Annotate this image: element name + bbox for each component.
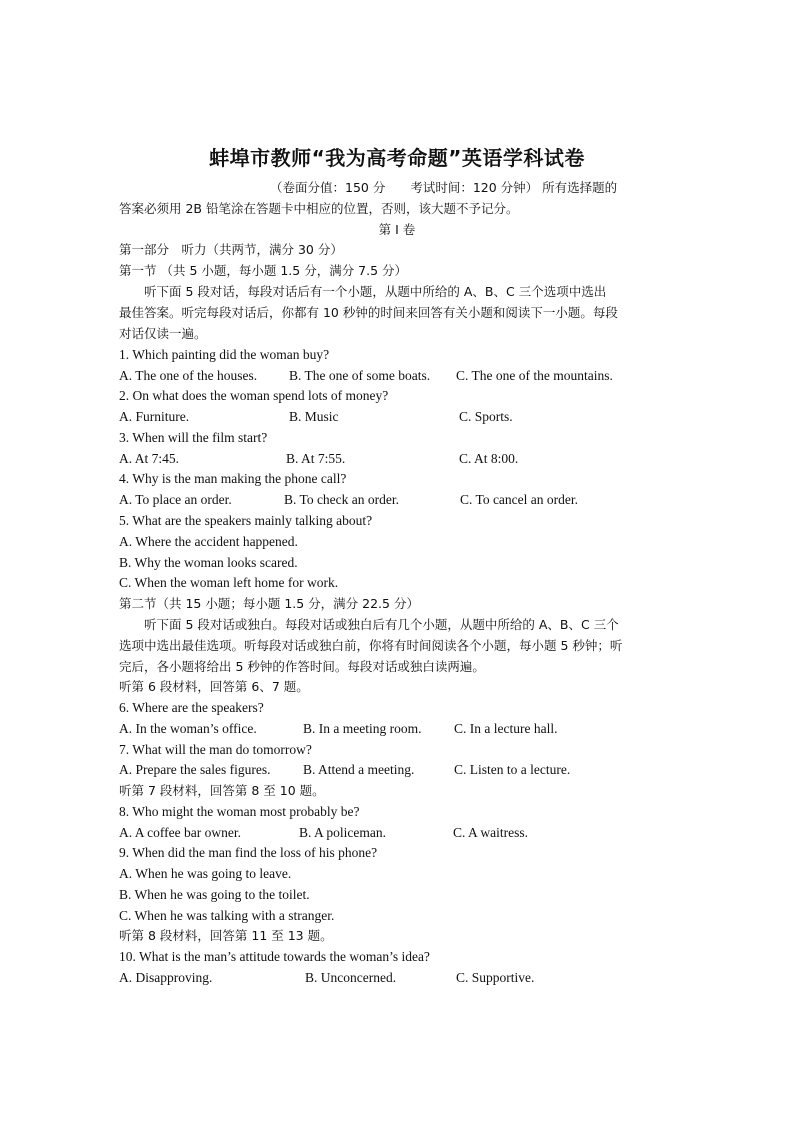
option-c: C. In a lecture hall.: [454, 721, 558, 736]
option-c: C. Supportive.: [456, 970, 535, 985]
option-c: C. To cancel an order.: [460, 492, 579, 507]
material-instruction: 听第 7 段材料，回答第 8 至 10 题。: [119, 783, 325, 798]
option-a: A. The one of the houses.: [119, 368, 258, 383]
question-options: [119, 366, 684, 386]
part1-heading: 第一部分 听力（共两节，满分 30 分）: [119, 242, 343, 257]
question-options: [119, 490, 684, 510]
question-stem: 1. Which painting did the woman buy?: [119, 347, 330, 362]
option-c: C. At 8:00.: [459, 451, 519, 466]
question-options: [119, 760, 684, 780]
question-stem: 9. When did the man find the loss of his phone?: [119, 845, 378, 860]
option-c: C. Sports.: [459, 409, 513, 424]
section2-instruction-line: 完后，各小题将给出 5 秒钟的作答时间。每段对话或独白读两遍。: [119, 659, 485, 674]
option-b: B. When he was going to the toilet.: [119, 887, 310, 902]
option-a: A. When he was going to leave.: [119, 866, 292, 881]
option-c: C. When he was talking with a stranger.: [119, 908, 335, 923]
section1-instruction-line: 最佳答案。听完每段对话后，你都有 10 秒钟的时间来回答有关小题和阅读下一小题。每段: [119, 305, 618, 320]
option-c: C. When the woman left home for work.: [119, 575, 339, 590]
option-b: B. Unconcerned.: [305, 970, 397, 985]
question-options: [119, 968, 684, 988]
section1-instruction-line: 听下面 5 段对话，每段对话后有一个小题，从题中所给的 A、B、C 三个选项中选出: [119, 284, 607, 299]
question-options: [119, 449, 684, 469]
volume-title: 第 I 卷: [378, 222, 416, 237]
option-b: B. The one of some boats.: [289, 368, 431, 383]
option-c: C. Listen to a lecture.: [454, 762, 571, 777]
option-a: A. At 7:45.: [119, 451, 180, 466]
option-a: A. Furniture.: [119, 409, 190, 424]
material-instruction: 听第 6 段材料，回答第 6、7 题。: [119, 679, 309, 694]
question-stem: 8. Who might the woman most probably be?: [119, 804, 360, 819]
exam-info-line-1: （卷面分值：150 分 考试时间：120 分钟） 所有选择题的: [270, 180, 618, 195]
option-a: A. Prepare the sales figures.: [119, 762, 271, 777]
section1-heading: 第一节 （共 5 小题，每小题 1.5 分，满分 7.5 分）: [119, 263, 408, 278]
page-title: 蚌埠市教师“我为高考命题”英语学科试卷: [209, 146, 585, 170]
question-stem: 3. When will the film start?: [119, 430, 268, 445]
option-a: A. In the woman’s office.: [119, 721, 257, 736]
question-stem: 7. What will the man do tomorrow?: [119, 742, 312, 757]
option-a: A. To place an order.: [119, 492, 232, 507]
option-b: B. At 7:55.: [286, 451, 346, 466]
option-b: B. To check an order.: [284, 492, 400, 507]
option-b: B. Attend a meeting.: [303, 762, 415, 777]
section2-heading: 第二节（共 15 小题；每小题 1.5 分，满分 22.5 分）: [119, 596, 419, 611]
exam-info-line-2: 答案必须用 2B 铅笔涂在答题卡中相应的位置，否则，该大题不予记分。: [119, 201, 519, 216]
question-stem: 10. What is the man’s attitude towards the woman’s idea?: [119, 949, 430, 964]
option-b: B. Music: [289, 409, 339, 424]
question-options: [119, 407, 684, 427]
option-a: A. Disapproving.: [119, 970, 213, 985]
question-stem: 2. On what does the woman spend lots of money?: [119, 388, 389, 403]
option-c: C. The one of the mountains.: [456, 368, 613, 383]
section2-instruction-line: 选项中选出最佳选项。听每段对话或独白前，你将有时间阅读各个小题，每小题 5 秒钟；听: [119, 638, 623, 653]
option-b: B. Why the woman looks scared.: [119, 555, 298, 570]
question-options: [119, 719, 684, 739]
option-c: C. A waitress.: [453, 825, 529, 840]
question-options: [119, 823, 684, 843]
question-stem: 4. Why is the man making the phone call?: [119, 471, 347, 486]
section2-instruction-line: 听下面 5 段对话或独白。每段对话或独白后有几个小题，从题中所给的 A、B、C 三个: [119, 617, 619, 632]
option-a: A. Where the accident happened.: [119, 534, 298, 549]
question-stem: 5. What are the speakers mainly talking about?: [119, 513, 373, 528]
option-b: B. In a meeting room.: [303, 721, 422, 736]
question-stem: 6. Where are the speakers?: [119, 700, 264, 715]
option-b: B. A policeman.: [299, 825, 386, 840]
material-instruction: 听第 8 段材料，回答第 11 至 13 题。: [119, 928, 333, 943]
section1-instruction-line: 对话仅读一遍。: [119, 326, 207, 341]
option-a: A. A coffee bar owner.: [119, 825, 241, 840]
